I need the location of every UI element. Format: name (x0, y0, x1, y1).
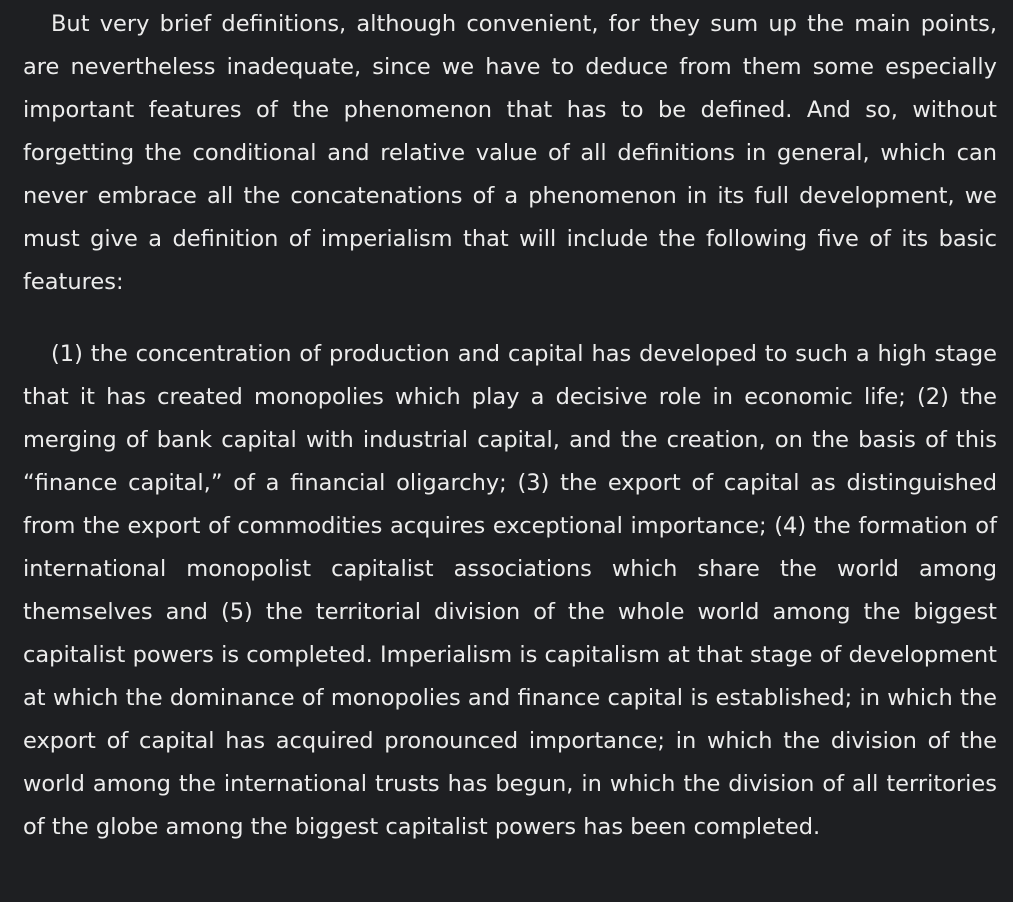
paragraph-definitions-intro: But very brief definitions, although convenient, for they sum up the main points, are nevertheless inadequate, since we have to deduce from them some especially important features of the phenomenon that has to be defined. And so, without forgetting the conditional and relative value of all definitions in general, which can never embrace all the concatenations of a phenomenon in its full development, we must give a definition of imperialism that will include the following five of its basic features: (23, 11, 997, 295)
paragraph-five-features: (1) the concentration of production and capital has developed to such a high stage that it has created monopolies which play a decisive role in economic life; (2) the merging of bank capital with industrial capital, and the creation, on the basis of this “finance capital,” of a financial oligarchy; (3) the export of capital as distinguished from the export of commodities acquires exceptional importance; (4) the formation of international monopolist capitalist associations which share the world among themselves and (5) the territorial division of the whole world among the biggest capitalist powers is completed. Imperialism is capitalism at that stage of development at which the dominance of monopolies and finance capital is established; in which the export of capital has acquired pronounced importance; in which the division of the world among the international trusts has begun, in which the division of all territories of the globe among the biggest capitalist powers has been completed. (23, 341, 997, 840)
